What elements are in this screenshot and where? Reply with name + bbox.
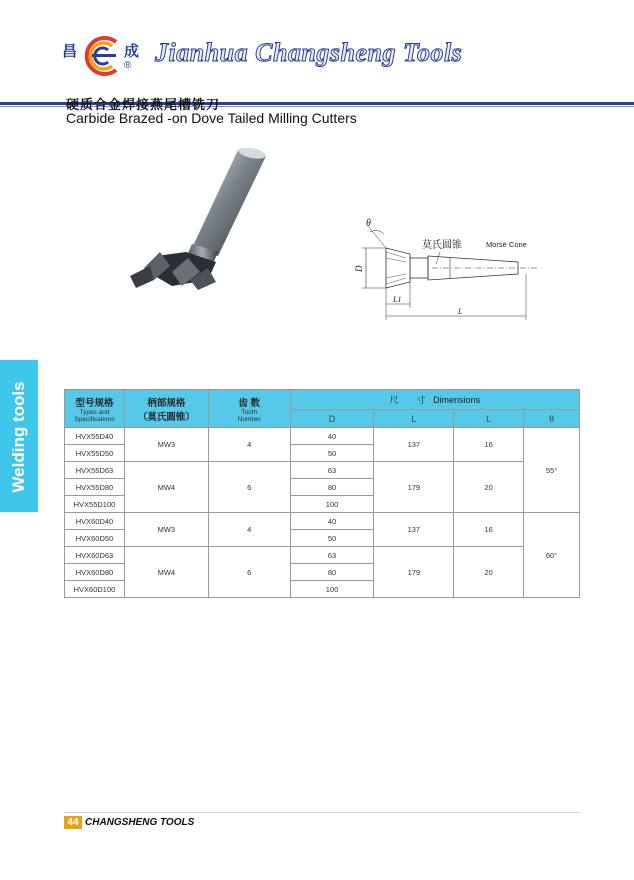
- type-cell: HVX55D80: [65, 479, 125, 496]
- d-cell: 50: [290, 530, 374, 547]
- footer-divider: [64, 812, 580, 813]
- col-header-shank: 柄部规格 （莫氏圆锥）: [124, 390, 208, 428]
- l-head-cell: 20: [454, 547, 524, 598]
- shank-cell: MW3: [124, 513, 208, 547]
- diagram-morse-en: Morse Cone: [486, 240, 527, 249]
- teeth-cell: 6: [208, 462, 290, 513]
- l-head-cell: 16: [454, 428, 524, 462]
- type-cell: HVX55D50: [65, 445, 125, 462]
- d-cell: 63: [290, 547, 374, 564]
- teeth-cell: 4: [208, 513, 290, 547]
- col-header-d: D: [290, 410, 374, 428]
- logo-char-right: 成: [124, 43, 140, 60]
- table-row: [65, 513, 580, 530]
- diagram-morse-cn: 莫氏圆锥: [422, 240, 462, 251]
- diagram-l-label: L: [458, 307, 463, 316]
- col-header-dimensions: [290, 390, 579, 410]
- l-overall-cell: 179: [374, 462, 454, 513]
- brand-name: Jianhua Changsheng Tools: [155, 38, 463, 67]
- registered-mark: ®: [124, 60, 132, 71]
- teeth-cell: 6: [208, 547, 290, 598]
- logo-char-left: 昌: [62, 43, 78, 60]
- type-cell: HVX60D100: [65, 581, 125, 598]
- type-cell: HVX60D40: [65, 513, 125, 530]
- company-logo: [62, 34, 152, 78]
- d-cell: 40: [290, 513, 374, 530]
- theta-cell: 55°: [524, 428, 580, 513]
- col-header-theta: θ: [524, 410, 580, 428]
- page-header: [0, 22, 634, 90]
- type-cell: HVX55D63: [65, 462, 125, 479]
- col-header-l-head: L: [454, 410, 524, 428]
- type-cell: HVX60D50: [65, 530, 125, 547]
- dim-en: Dimensions: [433, 395, 481, 405]
- cutter-product-image: [120, 148, 300, 298]
- theta-cell: 60°: [524, 513, 580, 598]
- type-cell: HVX60D80: [65, 564, 125, 581]
- table-row: [65, 547, 580, 564]
- d-cell: 80: [290, 479, 374, 496]
- diagram-theta-label: θ: [366, 218, 371, 229]
- title-chinese: 硬质合金焊接燕尾槽铣刀: [66, 97, 221, 112]
- l-head-cell: 20: [454, 462, 524, 513]
- type-cell: HVX60D63: [65, 547, 125, 564]
- teeth-cell: 4: [208, 428, 290, 462]
- dim-cn: 尺 寸: [389, 395, 426, 405]
- type-cell: HVX55D100: [65, 496, 125, 513]
- col-header-teeth: 齿 数 Tooth Number: [208, 390, 290, 428]
- shank-cell: MW3: [124, 428, 208, 462]
- d-cell: 40: [290, 428, 374, 445]
- table-row: [65, 428, 580, 445]
- l-overall-cell: 179: [374, 547, 454, 598]
- footer-brand: CHANGSHENG TOOLS: [85, 817, 195, 828]
- l-overall-cell: 137: [374, 428, 454, 462]
- d-cell: 80: [290, 564, 374, 581]
- cutter-technical-diagram: [340, 212, 540, 327]
- d-cell: 100: [290, 496, 374, 513]
- col-header-l-overall: L: [374, 410, 454, 428]
- d-cell: 100: [290, 581, 374, 598]
- col-header-type: 型号规格 Types and Specifications: [65, 390, 125, 428]
- spec-table: [64, 389, 580, 598]
- d-cell: 63: [290, 462, 374, 479]
- d-cell: 50: [290, 445, 374, 462]
- table-row: [65, 462, 580, 479]
- shank-cell: MW4: [124, 462, 208, 513]
- type-cell: HVX55D40: [65, 428, 125, 445]
- page-number: 44: [64, 816, 82, 829]
- l-overall-cell: 137: [374, 513, 454, 547]
- title-english: Carbide Brazed -on Dove Tailed Milling Cutters: [66, 110, 357, 126]
- diagram-l1-label: L1: [393, 295, 402, 304]
- l-head-cell: 16: [454, 513, 524, 547]
- shank-cell: MW4: [124, 547, 208, 598]
- logo-emblem-icon: [80, 34, 124, 78]
- diagram-d-label: D: [354, 265, 364, 272]
- section-side-label: Welding tools: [9, 381, 28, 493]
